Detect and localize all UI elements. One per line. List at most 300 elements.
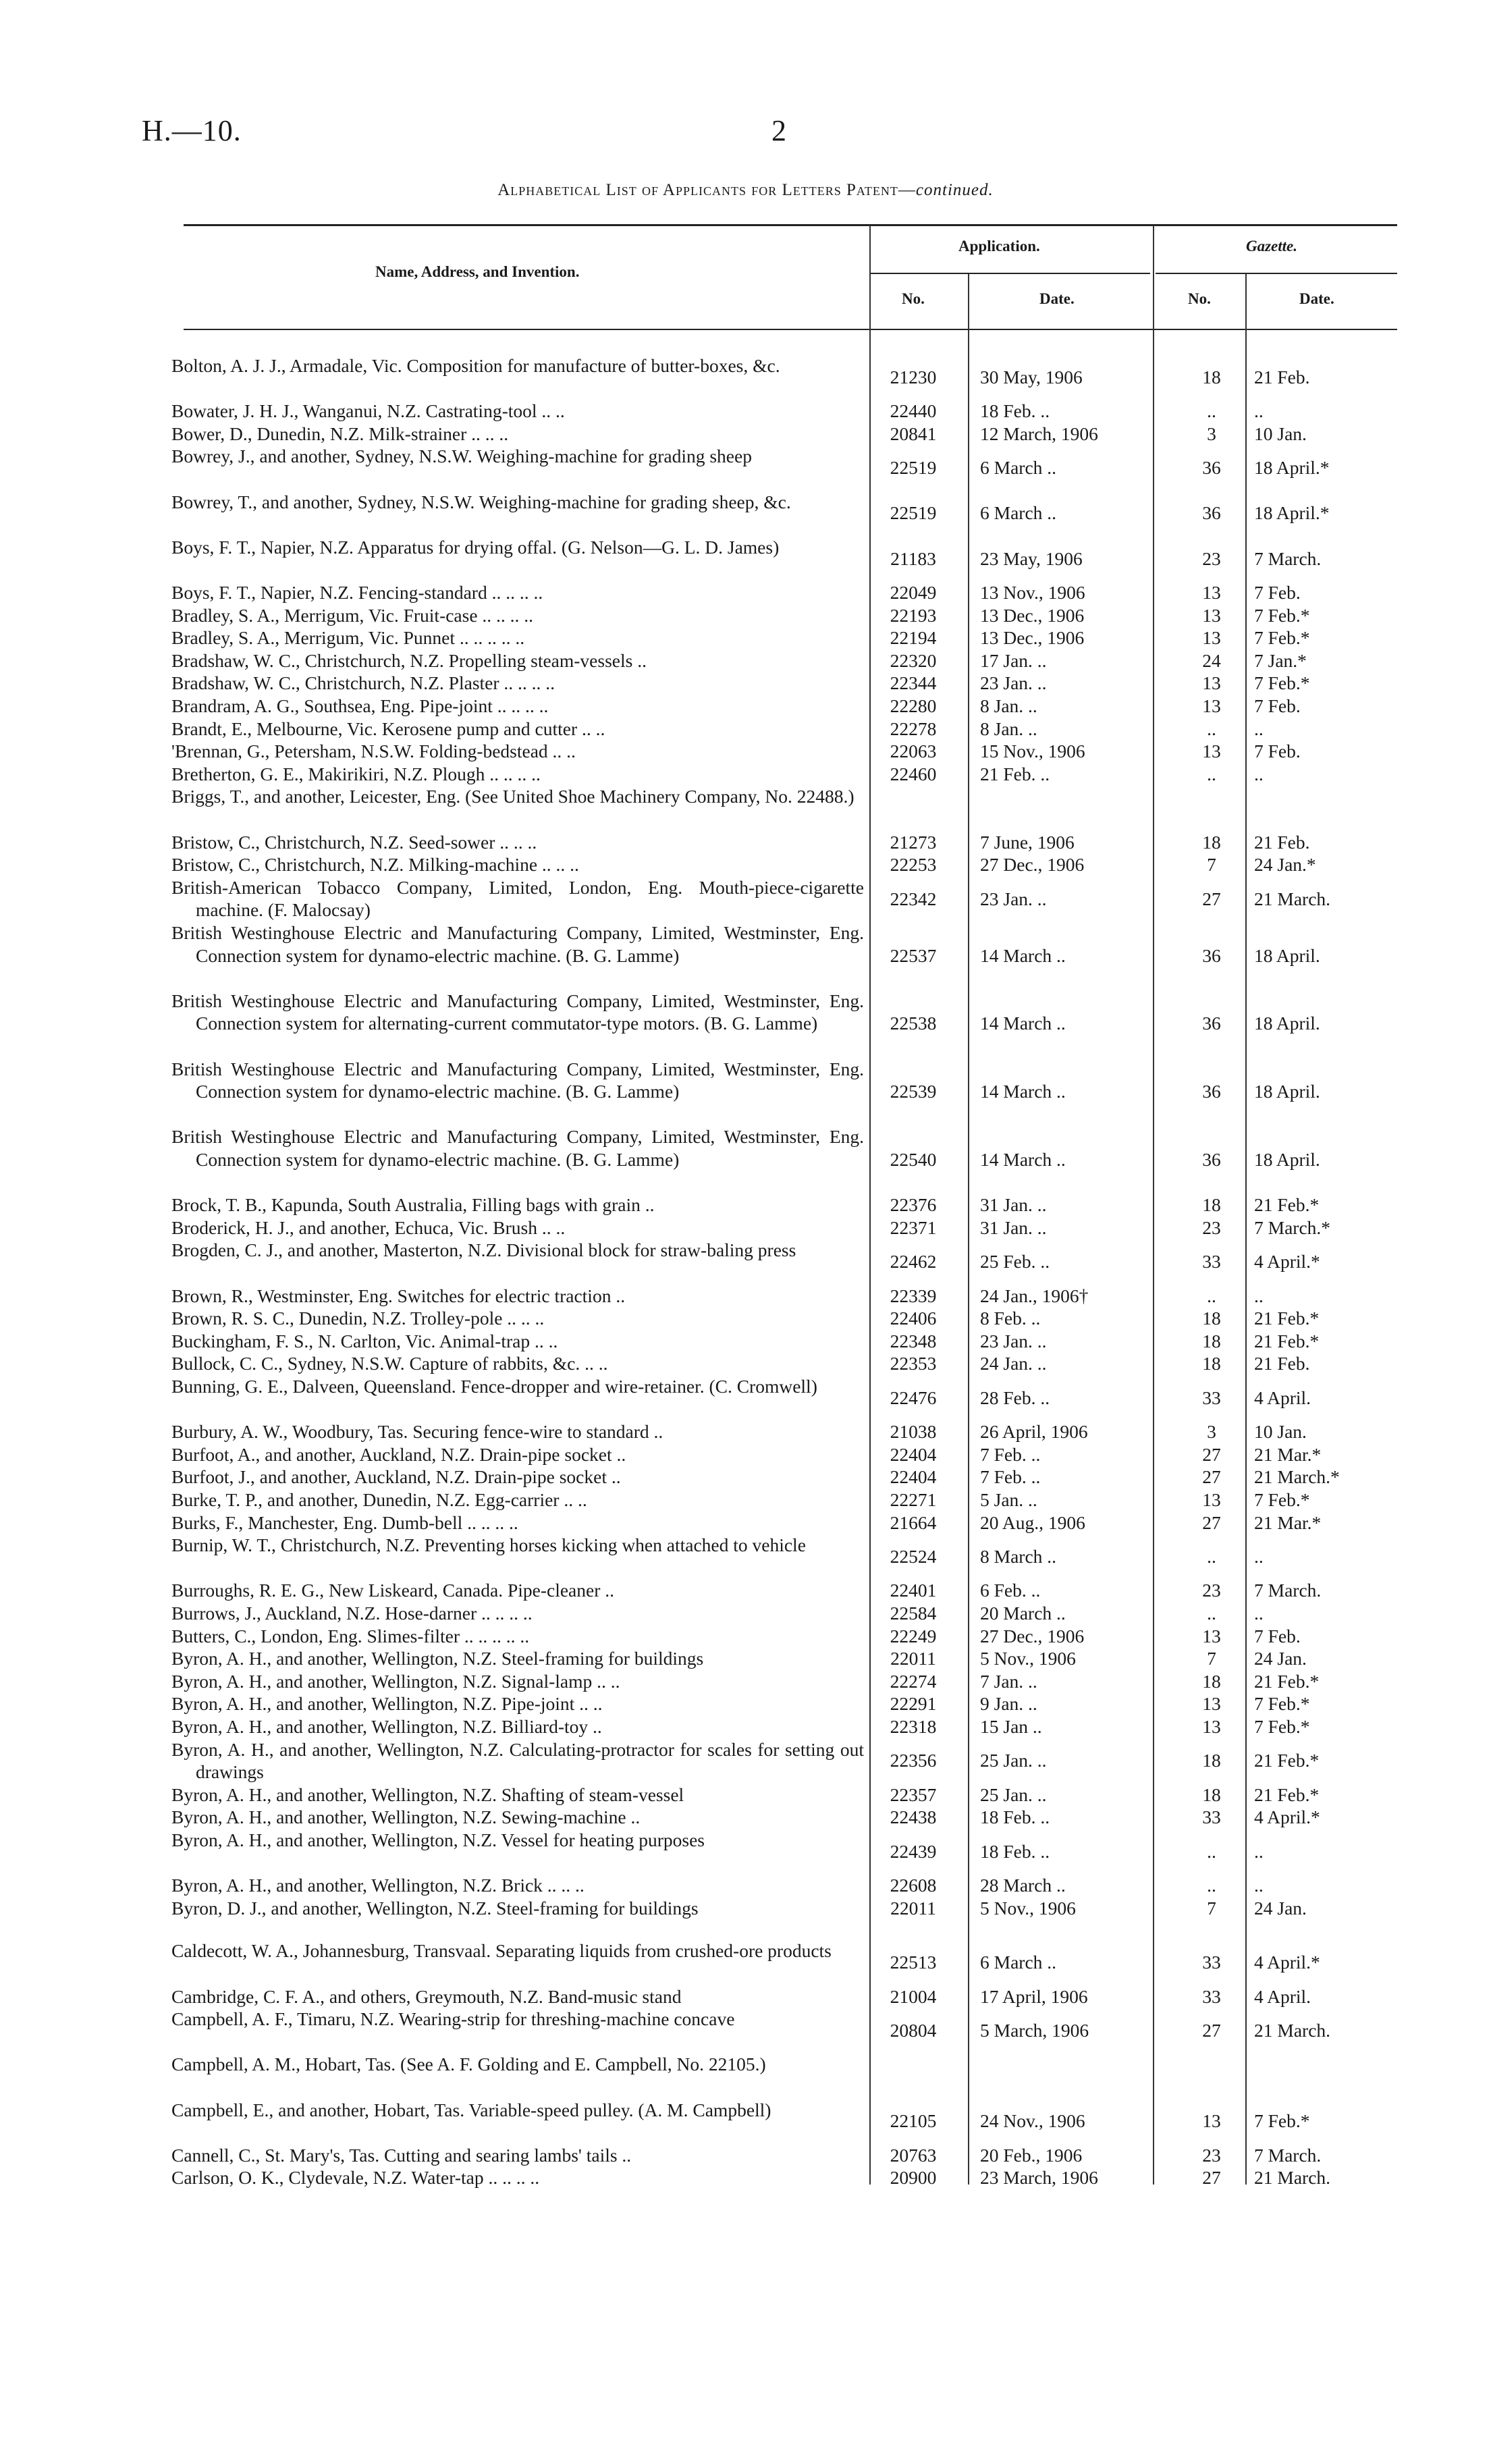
gazette-date: 18 April. (1254, 1013, 1320, 1034)
gazette-date: 21 March. (1254, 2019, 1331, 2041)
gazette-number: 13 (1202, 604, 1221, 626)
gazette-number: 7 (1207, 1648, 1216, 1669)
gazette-number: 3 (1207, 1421, 1216, 1443)
application-date: 21 Feb. .. (980, 763, 1050, 784)
page-title (169, 181, 1322, 200)
table-row (0, 2166, 1491, 2189)
application-number: 22519 (890, 502, 937, 524)
entry-text: Burnip, W. T., Christchurch, N.Z. Preventing horses kicking when attached to vehicle (171, 1534, 806, 1556)
entry-text: Caldecott, W. A., Johannesburg, Transvaal. Separating liquids from crushed-ore products (171, 1940, 832, 1962)
entry-text: Buckingham, F. S., N. Carlton, Vic. Animal-trap .. .. (171, 1330, 558, 1351)
application-date: 6 March .. (980, 502, 1057, 524)
subheader-rule-gazette (1156, 273, 1397, 274)
entry-text: Cambridge, C. F. A., and others, Greymouth, N.Z. Band-music stand (171, 1985, 682, 2007)
application-date: 14 March .. (980, 1081, 1066, 1102)
title-main: Alphabetical List of Applicants for Letters Patent— (497, 181, 916, 199)
column-header-application: Application. (958, 238, 1040, 255)
table-row (0, 921, 1491, 990)
gazette-number: 36 (1202, 1081, 1221, 1102)
gazette-date: .. (1254, 1875, 1264, 1896)
application-number: 22253 (890, 854, 937, 876)
application-number: 20900 (890, 2167, 937, 2189)
application-number: 22278 (890, 718, 937, 739)
entry-text: Bowater, J. H. J., Wanganui, N.Z. Castrating-tool .. .. (171, 400, 565, 422)
gazette-number: 13 (1202, 1625, 1221, 1646)
application-number: 22401 (890, 1580, 937, 1601)
gazette-date: 21 Mar.* (1254, 1443, 1322, 1465)
gazette-number: 18 (1202, 831, 1221, 853)
entry-text: Carlson, O. K., Clydevale, N.Z. Water-tap .. .. .. .. (171, 2167, 540, 2189)
gazette-number: 27 (1202, 1511, 1221, 1533)
application-date: 23 May, 1906 (980, 547, 1083, 569)
table-row (0, 1511, 1491, 1534)
gazette-number: 27 (1202, 2019, 1221, 2041)
gazette-date: 4 April. (1254, 1387, 1311, 1408)
application-number: 22513 (890, 1952, 937, 1973)
entry-text: Byron, A. H., and another, Wellington, N.Z. Sewing-machine .. (171, 1806, 641, 1828)
entry-text: Boys, F. T., Napier, N.Z. Fencing-standard .. .. .. .. (171, 582, 543, 603)
gazette-date: 7 Feb.* (1254, 1716, 1310, 1737)
gazette-number: .. (1207, 1545, 1216, 1567)
entry-text: Cannell, C., St. Mary's, Tas. Cutting and searing lambs' tails .. (171, 2144, 632, 2166)
entry-text: Briggs, T., and another, Leicester, Eng. (See United Shoe Machinery Company, No. 22488.) (171, 786, 855, 807)
application-number: 22404 (890, 1443, 937, 1465)
gazette-number: 33 (1202, 1251, 1221, 1273)
gazette-number: 18 (1202, 1670, 1221, 1692)
table-row (0, 1489, 1491, 1511)
application-number: 22376 (890, 1194, 937, 1216)
table-row (0, 1579, 1491, 1602)
application-date: 26 April, 1906 (980, 1421, 1088, 1443)
gazette-number: 18 (1202, 1353, 1221, 1374)
table-row (0, 1939, 1491, 1985)
table-row (0, 1602, 1491, 1625)
table-row (0, 1715, 1491, 1738)
application-date: 7 Feb. .. (980, 1466, 1041, 1488)
application-date: 6 March .. (980, 1952, 1057, 1973)
gazette-number: 13 (1202, 672, 1221, 694)
application-number: 22353 (890, 1353, 937, 1374)
application-date: 31 Jan. .. (980, 1216, 1047, 1238)
application-date: 8 Jan. .. (980, 718, 1037, 739)
gazette-number: 27 (1202, 1443, 1221, 1465)
application-date: 8 Jan. .. (980, 695, 1037, 716)
table-row (0, 1466, 1491, 1489)
application-date: 28 Feb. .. (980, 1387, 1050, 1408)
application-date: 14 March .. (980, 1148, 1066, 1170)
entry-text: Burfoot, A., and another, Auckland, N.Z. Drain-pipe socket .. (171, 1443, 626, 1465)
table-row (0, 1125, 1491, 1194)
application-number: 22348 (890, 1330, 937, 1351)
table-row (0, 491, 1491, 536)
entry-text: Burfoot, J., and another, Auckland, N.Z. Drain-pipe socket .. (171, 1466, 621, 1488)
application-date: 14 March .. (980, 944, 1066, 966)
application-date: 24 Jan. .. (980, 1353, 1047, 1374)
table-row (0, 354, 1491, 400)
gazette-number: 13 (1202, 582, 1221, 603)
gazette-date: 4 April.* (1254, 1806, 1320, 1828)
entry-text: Campbell, E., and another, Hobart, Tas. Variable-speed pulley. (A. M. Campbell) (171, 2099, 771, 2120)
gazette-date: 7 Feb.* (1254, 2110, 1310, 2132)
table-row (0, 1307, 1491, 1330)
application-number: 22320 (890, 649, 937, 671)
entry-text: Burrows, J., Auckland, N.Z. Hose-darner .. .. .. .. (171, 1603, 533, 1624)
entry-text: Brock, T. B., Kapunda, South Australia, Filling bags with grain .. (171, 1194, 655, 1216)
table-row (0, 1692, 1491, 1715)
gazette-number: .. (1207, 718, 1216, 739)
application-date: 8 March .. (980, 1545, 1057, 1567)
application-number: 22371 (890, 1216, 937, 1238)
gazette-number: 13 (1202, 1693, 1221, 1715)
table-row (0, 1194, 1491, 1216)
application-number: 22356 (890, 1750, 937, 1771)
table-row (0, 1985, 1491, 2008)
application-date: 20 Feb., 1906 (980, 2144, 1083, 2166)
table-row (0, 785, 1491, 830)
column-header-gazette: Gazette. (1246, 238, 1298, 255)
gazette-date: 18 April. (1254, 1148, 1320, 1170)
application-number: 22438 (890, 1806, 937, 1828)
column-header-app-date: Date. (1039, 290, 1075, 307)
document-code: H.—10. (142, 114, 242, 147)
gazette-date: .. (1254, 1285, 1264, 1306)
table-row (0, 876, 1491, 921)
application-date: 15 Nov., 1906 (980, 741, 1085, 762)
application-date: 6 March .. (980, 457, 1057, 479)
application-number: 22608 (890, 1875, 937, 1896)
gazette-number: 13 (1202, 627, 1221, 649)
gazette-date: .. (1254, 763, 1264, 784)
entry-text: Byron, A. H., and another, Wellington, N.Z. Calculating-protractor for scales for setting out drawings (171, 1738, 864, 1783)
gazette-number: 23 (1202, 1580, 1221, 1601)
application-date: 13 Dec., 1906 (980, 627, 1085, 649)
gazette-date: 21 Feb.* (1254, 1670, 1320, 1692)
application-date: 7 Jan. .. (980, 1670, 1037, 1692)
column-header-gaz-date: Date. (1299, 290, 1334, 307)
subheader-rule-application (871, 273, 1150, 274)
table-row (0, 536, 1491, 581)
entry-text: Bradley, S. A., Merrigum, Vic. Fruit-case .. .. .. .. (171, 604, 534, 626)
entry-text: Butters, C., London, Eng. Slimes-filter .. .. .. .. .. (171, 1625, 530, 1646)
application-date: 17 April, 1906 (980, 1985, 1088, 2007)
table-row (0, 581, 1491, 604)
entry-text: Brandram, A. G., Southsea, Eng. Pipe-joint .. .. .. .. (171, 695, 549, 716)
table-row (0, 1216, 1491, 1239)
application-date: 13 Dec., 1906 (980, 604, 1085, 626)
application-date: 20 March .. (980, 1603, 1066, 1624)
gazette-number: 23 (1202, 1216, 1221, 1238)
application-number: 22537 (890, 944, 937, 966)
application-date: 6 Feb. .. (980, 1580, 1041, 1601)
application-date: 8 Feb. .. (980, 1308, 1041, 1329)
table-row (0, 1330, 1491, 1353)
table-row (0, 1829, 1491, 1874)
application-date: 20 Aug., 1906 (980, 1511, 1085, 1533)
gazette-number: .. (1207, 1603, 1216, 1624)
entry-text: Bowrey, J., and another, Sydney, N.S.W. Weighing-machine for grading sheep (171, 446, 752, 467)
entry-text: Byron, D. J., and another, Wellington, N.Z. Steel-framing for buildings (171, 1897, 699, 1919)
application-number: 22460 (890, 763, 937, 784)
gazette-date: 7 March. (1254, 1580, 1322, 1601)
application-number: 20763 (890, 2144, 937, 2166)
application-number: 22539 (890, 1081, 937, 1102)
table-top-rule (184, 224, 1397, 226)
entry-text: Brown, R., Westminster, Eng. Switches for electric traction .. (171, 1285, 626, 1306)
gazette-date: 21 Feb. (1254, 1353, 1310, 1374)
gazette-date: 7 Jan.* (1254, 649, 1307, 671)
gazette-number: 18 (1202, 1308, 1221, 1329)
entry-text: Bolton, A. J. J., Armadale, Vic. Composition for manufacture of butter-boxes, &c. (171, 355, 780, 376)
gazette-date: .. (1254, 1603, 1264, 1624)
gazette-date: 10 Jan. (1254, 423, 1307, 444)
gazette-number: 23 (1202, 547, 1221, 569)
gazette-number: 33 (1202, 1952, 1221, 1973)
gazette-date: 21 March.* (1254, 1466, 1340, 1488)
gazette-number: 13 (1202, 695, 1221, 716)
gazette-number: 36 (1202, 1013, 1221, 1034)
application-date: 12 March, 1906 (980, 423, 1098, 444)
entry-text: Bristow, C., Christchurch, N.Z. Seed-sower .. .. .. (171, 831, 537, 853)
gazette-number: 18 (1202, 1330, 1221, 1351)
application-number: 22271 (890, 1489, 937, 1510)
application-number: 22342 (890, 888, 937, 909)
gazette-number: 24 (1202, 649, 1221, 671)
entry-text: British-American Tobacco Company, Limited, London, Eng. Mouth-piece-cigarette machine. (F. Malocsay) (171, 876, 864, 921)
title-continued: continued. (915, 181, 994, 199)
entry-text: Byron, A. H., and another, Wellington, N.Z. Brick .. .. .. (171, 1875, 585, 1896)
gazette-date: 21 Mar.* (1254, 1511, 1322, 1533)
gazette-date: 21 March. (1254, 888, 1331, 909)
gazette-date: 7 Feb. (1254, 741, 1301, 762)
application-number: 22249 (890, 1625, 937, 1646)
application-date: 23 Jan. .. (980, 1330, 1047, 1351)
application-number: 22344 (890, 672, 937, 694)
gazette-date: 4 April. (1254, 1985, 1311, 2007)
entry-text: 'Brennan, G., Petersham, N.S.W. Folding-bedstead .. .. (171, 741, 576, 762)
application-number: 22011 (890, 1648, 936, 1669)
application-number: 22476 (890, 1387, 937, 1408)
gazette-number: 36 (1202, 502, 1221, 524)
entry-text: Byron, A. H., and another, Wellington, N.Z. Billiard-toy .. (171, 1716, 602, 1737)
application-number: 22357 (890, 1784, 937, 1805)
gazette-date: 21 Feb. (1254, 831, 1310, 853)
application-date: 5 March, 1906 (980, 2019, 1089, 2041)
column-header-app-no: No. (902, 290, 925, 307)
entry-text: Burks, F., Manchester, Eng. Dumb-bell .. .. .. .. (171, 1511, 518, 1533)
table-row (0, 1897, 1491, 1920)
application-date: 7 Feb. .. (980, 1443, 1041, 1465)
table-row (0, 626, 1491, 649)
application-number: 22439 (890, 1840, 937, 1862)
gazette-number: 7 (1207, 854, 1216, 876)
gazette-date: 18 April.* (1254, 457, 1330, 479)
entry-text: Bullock, C. C., Sydney, N.S.W. Capture of rabbits, &c. .. .. (171, 1353, 608, 1374)
application-number: 22318 (890, 1716, 937, 1737)
gazette-date: 18 April. (1254, 944, 1320, 966)
gazette-date: 7 March. (1254, 2144, 1322, 2166)
gazette-date: 18 April. (1254, 1081, 1320, 1102)
entry-text: Burke, T. P., and another, Dunedin, N.Z. Egg-carrier .. .. (171, 1489, 587, 1510)
gazette-date: 7 Feb. (1254, 1625, 1301, 1646)
gazette-number: 36 (1202, 1148, 1221, 1170)
gazette-number: .. (1207, 1840, 1216, 1862)
table-row (0, 1352, 1491, 1375)
gazette-number: 18 (1202, 366, 1221, 387)
gazette-date: 18 April.* (1254, 502, 1330, 524)
gazette-number: 27 (1202, 2167, 1221, 2189)
gazette-number: 33 (1202, 1387, 1221, 1408)
gazette-number: 13 (1202, 741, 1221, 762)
table-row (0, 1534, 1491, 1579)
table-row (0, 1058, 1491, 1126)
application-number: 21183 (890, 547, 936, 569)
table-row (0, 1874, 1491, 1897)
gazette-number: .. (1207, 400, 1216, 422)
gazette-date: 21 Feb.* (1254, 1784, 1320, 1805)
gazette-date: .. (1254, 1840, 1264, 1862)
table-row (0, 740, 1491, 763)
table-row (0, 400, 1491, 423)
application-date: 5 Jan. .. (980, 1489, 1037, 1510)
application-date: 5 Nov., 1906 (980, 1897, 1076, 1919)
application-date: 24 Nov., 1906 (980, 2110, 1085, 2132)
table-row (0, 2144, 1491, 2167)
entry-text: Bradshaw, W. C., Christchurch, N.Z. Plaster .. .. .. .. (171, 672, 555, 694)
application-number: 22193 (890, 604, 937, 626)
application-date: 13 Nov., 1906 (980, 582, 1085, 603)
gazette-date: 24 Jan. (1254, 1897, 1307, 1919)
column-header-name: Name, Address, and Invention. (375, 263, 580, 280)
table-row (0, 990, 1491, 1058)
entry-text: Burbury, A. W., Woodbury, Tas. Securing fence-wire to standard .. (171, 1421, 663, 1443)
entry-text: Bower, D., Dunedin, N.Z. Milk-strainer .. .. .. (171, 423, 509, 444)
gazette-date: 7 Feb. (1254, 695, 1301, 716)
gazette-number: 27 (1202, 1466, 1221, 1488)
table-row (0, 1625, 1491, 1648)
gazette-date: 24 Jan. (1254, 1648, 1307, 1669)
table-row (0, 604, 1491, 627)
application-date: 18 Feb. .. (980, 400, 1050, 422)
application-number: 22105 (890, 2110, 937, 2132)
gazette-date: .. (1254, 400, 1264, 422)
gazette-date: 4 April.* (1254, 1952, 1320, 1973)
application-number: 22440 (890, 400, 937, 422)
gazette-date: 21 Feb.* (1254, 1194, 1320, 1216)
table-row (0, 853, 1491, 876)
gazette-number: 13 (1202, 1716, 1221, 1737)
gazette-date: 4 April.* (1254, 1251, 1320, 1273)
gazette-number: 18 (1202, 1784, 1221, 1805)
application-date: 23 March, 1906 (980, 2167, 1098, 2189)
gazette-date: 7 Feb.* (1254, 604, 1310, 626)
entry-text: Byron, A. H., and another, Wellington, N.Z. Shafting of steam-vessel (171, 1784, 684, 1805)
application-number: 22584 (890, 1603, 937, 1624)
gazette-number: 23 (1202, 2144, 1221, 2166)
gazette-date: 7 March. (1254, 547, 1322, 569)
application-date: 15 Jan .. (980, 1716, 1042, 1737)
gazette-date: 21 Feb.* (1254, 1308, 1320, 1329)
application-date: 7 June, 1906 (980, 831, 1075, 853)
gazette-date: 7 Feb.* (1254, 627, 1310, 649)
entry-text: Boys, F. T., Napier, N.Z. Apparatus for drying offal. (G. Nelson—G. L. D. James) (171, 536, 780, 558)
entry-text: British Westinghouse Electric and Manufacturing Company, Limited, Westminster, Eng. Connection system for dynamo-electric machine. (B. G. Lamme) (171, 1058, 864, 1102)
application-number: 22274 (890, 1670, 937, 1692)
application-number: 22462 (890, 1251, 937, 1273)
entry-text: Bunning, G. E., Dalveen, Queensland. Fence-dropper and wire-retainer. (C. Cromwell) (171, 1376, 817, 1397)
table-row (0, 718, 1491, 741)
table-row (0, 1647, 1491, 1670)
application-date: 23 Jan. .. (980, 888, 1047, 909)
table-row (0, 1806, 1491, 1829)
entry-text: Bowrey, T., and another, Sydney, N.S.W. Weighing-machine for grading sheep, &c. (171, 491, 791, 512)
table-row (0, 423, 1491, 446)
table-row (0, 2053, 1491, 2098)
entry-text: British Westinghouse Electric and Manufacturing Company, Limited, Westminster, Eng. Connection system for dynamo-electric machine. (B. G. Lamme) (171, 922, 864, 966)
application-number: 21230 (890, 366, 937, 387)
gazette-date: 7 Feb.* (1254, 672, 1310, 694)
application-date: 30 May, 1906 (980, 366, 1083, 387)
table-row (0, 1420, 1491, 1443)
gazette-date: 21 Feb.* (1254, 1750, 1320, 1771)
gazette-number: .. (1207, 1875, 1216, 1896)
gazette-number: 33 (1202, 1806, 1221, 1828)
application-number: 21273 (890, 831, 937, 853)
application-date: 27 Dec., 1906 (980, 854, 1085, 876)
gazette-number: 36 (1202, 944, 1221, 966)
application-number: 22063 (890, 741, 937, 762)
entry-text: Campbell, A. M., Hobart, Tas. (See A. F. Golding and E. Campbell, No. 22105.) (171, 2054, 766, 2075)
table-row (0, 1285, 1491, 1308)
table-row (0, 695, 1491, 718)
gazette-number: 33 (1202, 1985, 1221, 2007)
application-date: 5 Nov., 1906 (980, 1648, 1076, 1669)
application-number: 21664 (890, 1511, 937, 1533)
gazette-number: 3 (1207, 423, 1216, 444)
application-number: 22049 (890, 582, 937, 603)
entry-text: Bradshaw, W. C., Christchurch, N.Z. Propelling steam-vessels .. (171, 649, 647, 671)
gazette-number: 7 (1207, 1897, 1216, 1919)
gazette-date: 21 Feb. (1254, 366, 1310, 387)
application-number: 22519 (890, 457, 937, 479)
entry-text: Bristow, C., Christchurch, N.Z. Milking-machine .. .. .. (171, 854, 579, 876)
entry-text: Burroughs, R. E. G., New Liskeard, Canada. Pipe-cleaner .. (171, 1580, 614, 1601)
application-number: 22339 (890, 1285, 937, 1306)
table-row (0, 831, 1491, 854)
application-date: 25 Jan. .. (980, 1784, 1047, 1805)
table-row (0, 1375, 1491, 1420)
table-row (0, 2008, 1491, 2053)
entry-text: Brown, R. S. C., Dunedin, N.Z. Trolley-pole .. .. .. (171, 1308, 545, 1329)
gazette-date: 10 Jan. (1254, 1421, 1307, 1443)
application-number: 22194 (890, 627, 937, 649)
gazette-number: 18 (1202, 1750, 1221, 1771)
gazette-date: 24 Jan.* (1254, 854, 1316, 876)
gazette-number: 13 (1202, 2110, 1221, 2132)
table-row (0, 1443, 1491, 1466)
entry-text: British Westinghouse Electric and Manufacturing Company, Limited, Westminster, Eng. Connection system for alternating-current commutator-type motors. (B. G. Lamme) (171, 990, 864, 1034)
application-number: 22406 (890, 1308, 937, 1329)
application-number: 22404 (890, 1466, 937, 1488)
table-row (0, 445, 1491, 490)
application-date: 9 Jan. .. (980, 1693, 1037, 1715)
page-number: 2 (771, 114, 786, 147)
application-date: 17 Jan. .. (980, 649, 1047, 671)
application-number: 22540 (890, 1148, 937, 1170)
entry-text: Campbell, A. F., Timaru, N.Z. Wearing-strip for threshing-machine concave (171, 2008, 735, 2030)
application-number: 21038 (890, 1421, 937, 1443)
table-row (0, 1670, 1491, 1693)
entry-text: Byron, A. H., and another, Wellington, N.Z. Signal-lamp .. .. (171, 1670, 620, 1692)
